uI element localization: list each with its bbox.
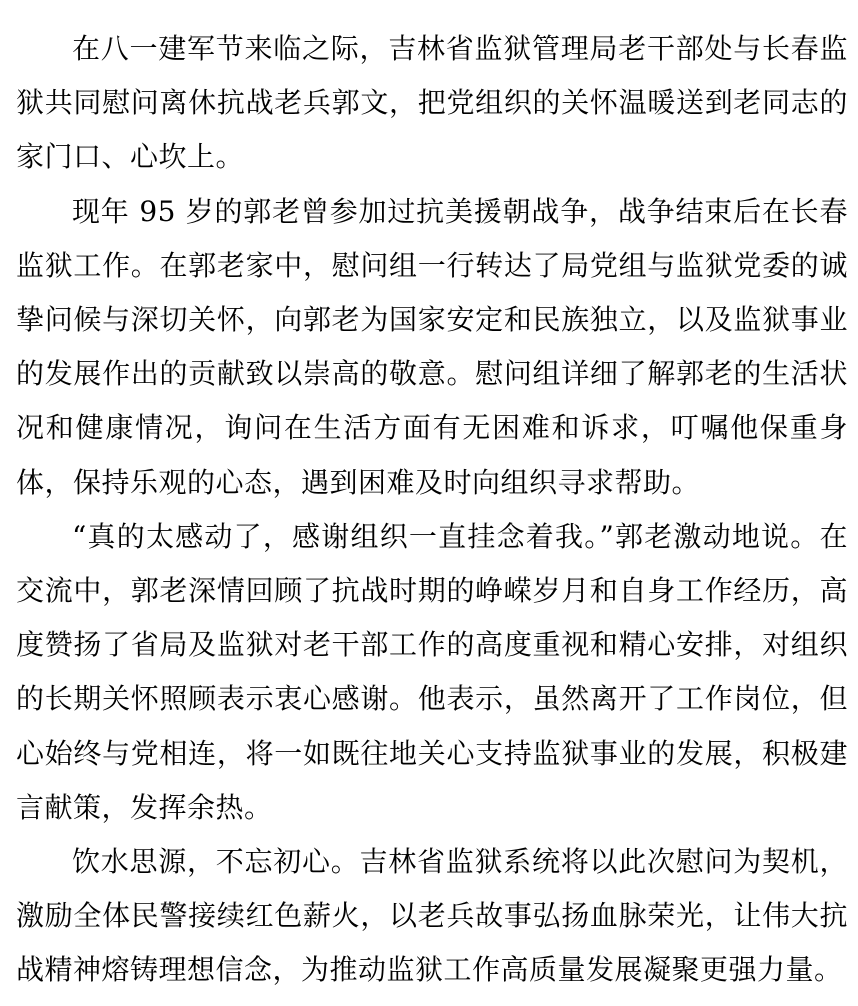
article-paragraph-3: “真的太感动了，感谢组织一直挂念着我。”郭老激动地说。在交流中，郭老深情回顾了抗战时期的峥嵘岁月和自身工作经历，高度赞扬了省局及监狱对老干部工作的高度重视和精心安排，对组织的长期关怀照顾表示衷心感谢。他表示，虽然离开了工作岗位，但心始终与党相连，将一如既往地关心支持监狱事业的发展，积极建言献策，发挥余热。 xyxy=(16,519,848,824)
article-paragraph-1: 在八一建军节来临之际，吉林省监狱管理局老干部处与长春监狱共同慰问离休抗战老兵郭文，把党组织的关怀温暖送到老同志的家门口、心坎上。 xyxy=(16,32,848,174)
article-paragraph-2: 现年 95 岁的郭老曾参加过抗美援朝战争，战争结束后在长春监狱工作。在郭老家中，慰问组一行转达了局党组与监狱党委的诚挚问候与深切关怀，向郭老为国家安定和民族独立，以及监狱事业的发展作出的贡献致以崇高的敬意。慰问组详细了解郭老的生活状况和健康情况，询问在生活方面有无困难和诉求，叮嘱他保重身体，保持乐观的心态，遇到困难及时向组织寻求帮助。 xyxy=(16,194,848,499)
article-paragraph-4: 饮水思源，不忘初心。吉林省监狱系统将以此次慰问为契机，激励全体民警接续红色薪火，以老兵故事弘扬血脉荣光，让伟大抗战精神熔铸理想信念，为推动监狱工作高质量发展凝聚更强力量。 xyxy=(16,845,848,987)
